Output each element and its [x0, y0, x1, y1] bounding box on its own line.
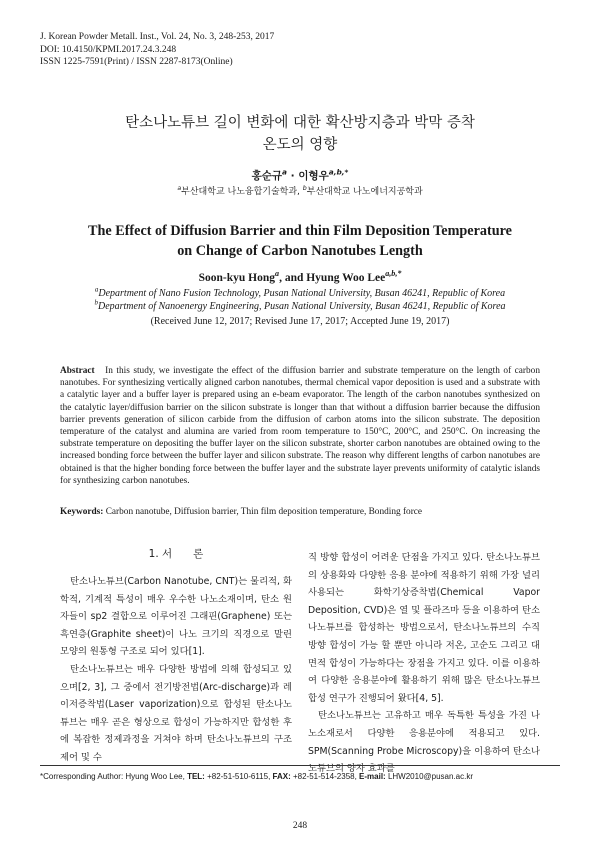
- fax-value: +82-51-514-2358,: [290, 772, 360, 781]
- footnote-prefix: *Corresponding Author: Hyung Woo Lee,: [40, 772, 188, 781]
- korean-affil1: 부산대학교 나노융합기술학과,: [181, 187, 303, 197]
- keywords: [60, 507, 540, 517]
- right-column: [308, 549, 540, 778]
- english-affil1: Department of Nano Fusion Technology, Pusan National University, Busan 46241, Republic of Korea: [98, 288, 506, 299]
- english-affil1-sup: a: [94, 285, 99, 294]
- english-author1: Soon-kyu Hong: [198, 272, 276, 284]
- tel-label: TEL:: [187, 772, 205, 781]
- page-number: 248: [292, 821, 308, 831]
- english-author-sep: , and: [279, 272, 307, 284]
- body-paragraph: 탄소나노튜브(Carbon Nanotube, CNT)는 물리적, 화학적, 기계적 특성이 매우 우수한 나노소재이며, 탄소 원자들이 sp2 결합으로 이루어진 그래핀(Graphene) 또는 흑연층(Graphite sheet)이 나노 크기의 직경으로 말린 모양의 원통형 구조로 되어 있다[1].: [60, 576, 292, 658]
- keywords-label: Keywords:: [60, 507, 104, 517]
- english-title: [0, 221, 600, 261]
- body-paragraph: 탄소나노튜브는 고유하고 매우 독특한 특성을 가진 나노소재로서 다양한 응용분야에 적용되고 있다. SPM(Scanning Probe Microscopy)을 이용하여 탄소나노튜브의 양자 효과를: [308, 710, 540, 775]
- english-author1-sup: a: [275, 269, 280, 279]
- section-heading: 1. 서 론: [148, 548, 204, 560]
- korean-author2-sup: a,b,*: [328, 167, 349, 177]
- korean-affil1-sup: a: [177, 185, 182, 192]
- journal-issn: ISSN 1225-7591(Print) / ISSN 2287-8173(Online): [40, 57, 233, 67]
- email-label: E-mail:: [359, 772, 386, 781]
- english-affil1-line: [0, 285, 600, 301]
- korean-author-sep: ·: [287, 170, 299, 182]
- english-affil2: Department of Nanoenergy Engineering, Pusan National University, Busan 46241, Republic of Korea: [97, 300, 506, 312]
- received-dates: (Received June 12, 2017; Revised June 17, 2017; Accepted June 19, 2017): [150, 316, 450, 327]
- journal-citation: J. Korean Powder Metall. Inst., Vol. 24, No. 3, 248-253, 2017: [40, 32, 275, 42]
- english-title-line1: The Effect of Diffusion Barrier and thin Film Deposition Temperature: [88, 223, 512, 239]
- fax-label: FAX:: [272, 772, 291, 781]
- journal-doi: DOI: 10.4150/KPMI.2017.24.3.248: [40, 44, 177, 55]
- korean-affil2: 부산대학교 나노에너지공학과: [306, 187, 423, 197]
- journal-info: [40, 31, 274, 69]
- korean-affil2-sup: b: [302, 185, 307, 192]
- abstract: [60, 365, 540, 487]
- korean-affiliations: [0, 184, 600, 197]
- korean-title-line2: 온도의 영향: [262, 137, 338, 153]
- tel-value: +82-51-510-6115,: [204, 772, 273, 781]
- english-title-line2: on Change of Carbon Nanotubes Length: [177, 243, 423, 259]
- body-paragraph: 탄소나노튜브는 매우 다양한 방법에 의해 합성되고 있으며[2, 3], 그 중에서 전기방전법(Arc-discharge)과 레이저증착법(Laser vaporization)으로 합성된 탄소나노튜브는 매우 곧은 형상으로 합성이 가능하지만 합성한 후에 복잡한 정제과정을 거쳐야 하며 탄소나노튜브의 구조 제어 및 수: [60, 663, 292, 763]
- keywords-text: Carbon nanotube, Diffusion barrier, Thin film deposition temperature, Bonding force: [105, 507, 423, 517]
- body-paragraph: 직 방향 합성이 어려운 단점을 가지고 있다. 탄소나노튜브의 상용화와 다양한 응용 분야에 적용하기 위해 가장 널리 사용되는 화학기상증착법(Chemical Vapor Deposition, CVD)은 열 및 플라즈마 등을 이용하여 탄소나노튜브를 합성하는 방법으로서, 탄소나노튜브의 수직 방향 합성이 가능 할 뿐만 아니라 저온, 고순도 그리고 대면적 합성이 가능하다는 장점을 가지고 있다. 이를 이용하여 다양한 응용분야에 활용하기 위해 많은 탄소나노튜브 합성 연구가 진행되어 왔다[4, 5].: [308, 552, 540, 704]
- english-author2: Hyung Woo Lee: [306, 272, 386, 284]
- korean-author1: 홍순규: [251, 170, 283, 182]
- english-affil2-line: [0, 298, 600, 314]
- korean-author2: 이형우: [298, 170, 329, 182]
- left-column: [60, 573, 292, 767]
- english-affiliations: [0, 285, 600, 313]
- corresponding-author-footnote: [40, 772, 473, 781]
- korean-title-line1: 탄소나노튜브 길이 변화에 대한 확산방지층과 박막 증착: [125, 115, 475, 131]
- footnote-divider: [40, 765, 560, 766]
- korean-author1-sup: a: [282, 167, 287, 177]
- english-author2-sup: a,b,*: [385, 269, 402, 279]
- korean-authors: [0, 168, 600, 183]
- abstract-label: Abstract: [60, 366, 95, 376]
- abstract-text: In this study, we investigate the effect of the diffusion barrier and substrate temperature on the length of carbon nanotubes. For synthesizing vertically aligned carbon nanotubes, thermal chemical vapor deposition is used and a substrate with a catalytic layer and a buffer layer is prepared using an e-beam evaporator. The length of the carbon nanotubes synthesized on the catalytic layer/diffusion barrier on the silicon substrate is longer than that without a diffusion barrier because the diffusion barrier prevents generation of silicon carbide from the diffusion of carbon atoms into the silicon substrate. The deposition temperature of the catalyst and alumina are varied from room temperature to 150°C, 200°C, and 250°C. On increasing the substrate temperature on depositing the buffer layer on the silicon substrate, shorter carbon nanotubes are obtained owing to the increased bonding force between the buffer layer and silicon substrate. The reason why different lengths of carbon nanotubes are obtained is that the higher bonding force between the buffer layer and the substrate layer prevents uniformity of catalytic islands for synthesizing carbon nanotubes.: [60, 366, 540, 486]
- korean-title: [0, 112, 600, 156]
- english-authors: [0, 269, 600, 284]
- email-value: LHW2010@pusan.ac.kr: [385, 772, 473, 781]
- english-affil2-sup: b: [94, 298, 98, 307]
